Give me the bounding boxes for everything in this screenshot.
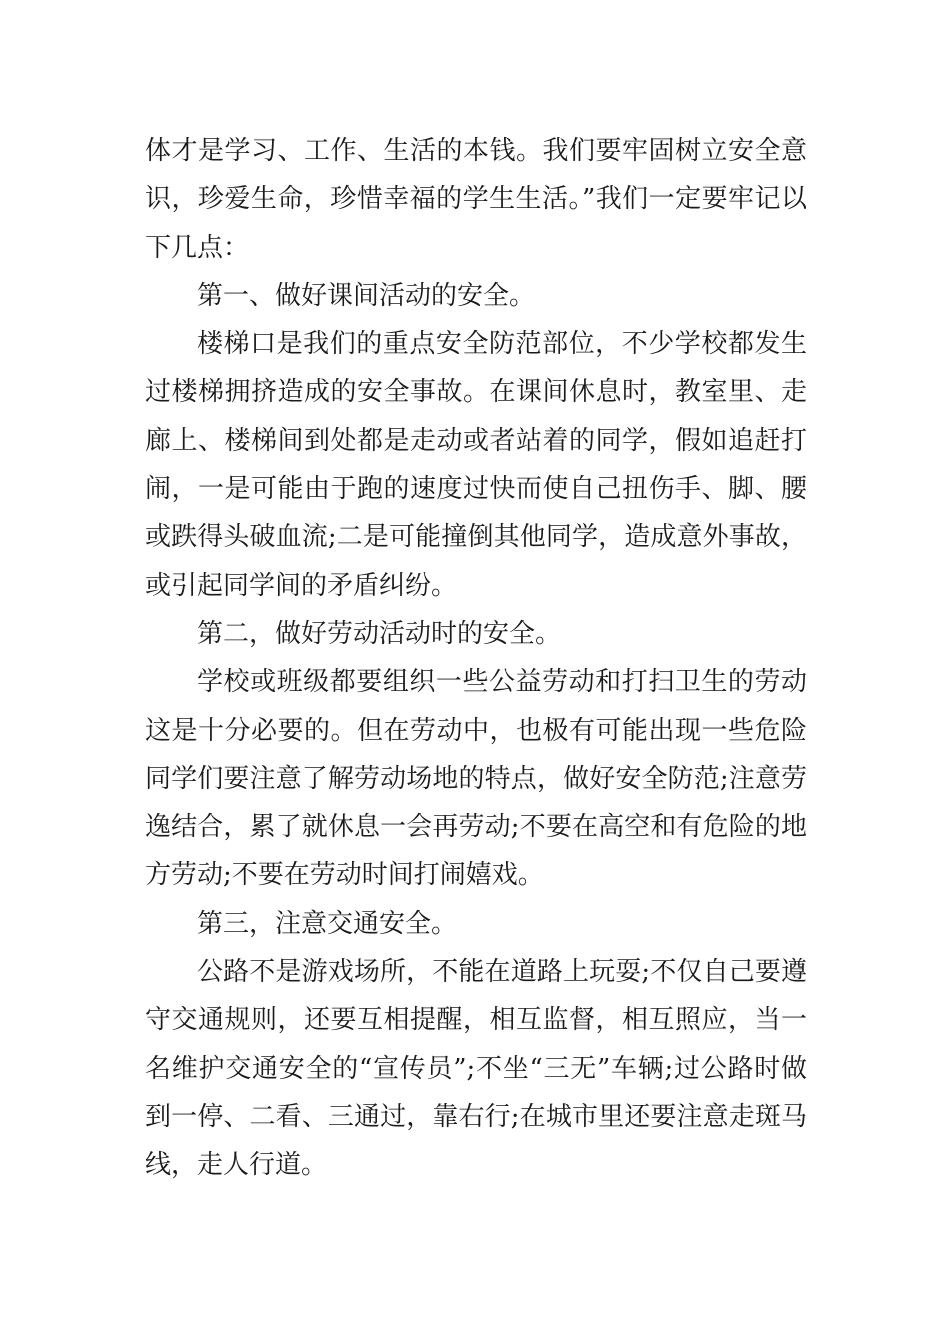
- document-body: [145, 127, 807, 1190]
- paragraph-stairs-safety: 楼梯口是我们的重点安全防范部位，不少学校都发生过楼梯拥挤造成的安全事故。在课间休息时，教室里、走廊上、楼梯间到处都是走动或者站着的同学，假如追赶打闹，一是可能由于跑的速度过快而使自己扭伤手、脚、腰或跌得头破血流;二是可能撞倒其他同学，造成意外事故，或引起同学间的矛盾纠纷。: [145, 329, 807, 601]
- paragraph-intro-continuation: 体才是学习、工作、生活的本钱。我们要牢固树立安全意识，珍爱生命，珍惜幸福的学生生活。”我们一定要牢记以下几点：: [145, 136, 807, 263]
- paragraph-traffic-safety: 公路不是游戏场所，不能在道路上玩耍;不仅自己要遵守交通规则，还要互相提醒，相互监督，相互照应，当一名维护交通安全的“宣传员”;不坐“三无”车辆;过公路时做到一停、二看、三通过，靠右行;在城市里还要注意走斑马线，走人行道。: [145, 957, 807, 1181]
- heading-first-point: 第一、做好课间活动的安全。: [197, 280, 536, 311]
- paragraph-labor-safety: 学校或班级都要组织一些公益劳动和打扫卫生的劳动这是十分必要的。但在劳动中，也极有可能出现一些危险同学们要注意了解劳动场地的特点，做好安全防范;注意劳逸结合，累了就休息一会再劳动;不要在高空和有危险的地方劳动;不要在劳动时间打闹嬉戏。: [145, 667, 807, 891]
- heading-second-point: 第二，做好劳动活动时的安全。: [197, 618, 562, 649]
- heading-third-point: 第三，注意交通安全。: [197, 908, 458, 939]
